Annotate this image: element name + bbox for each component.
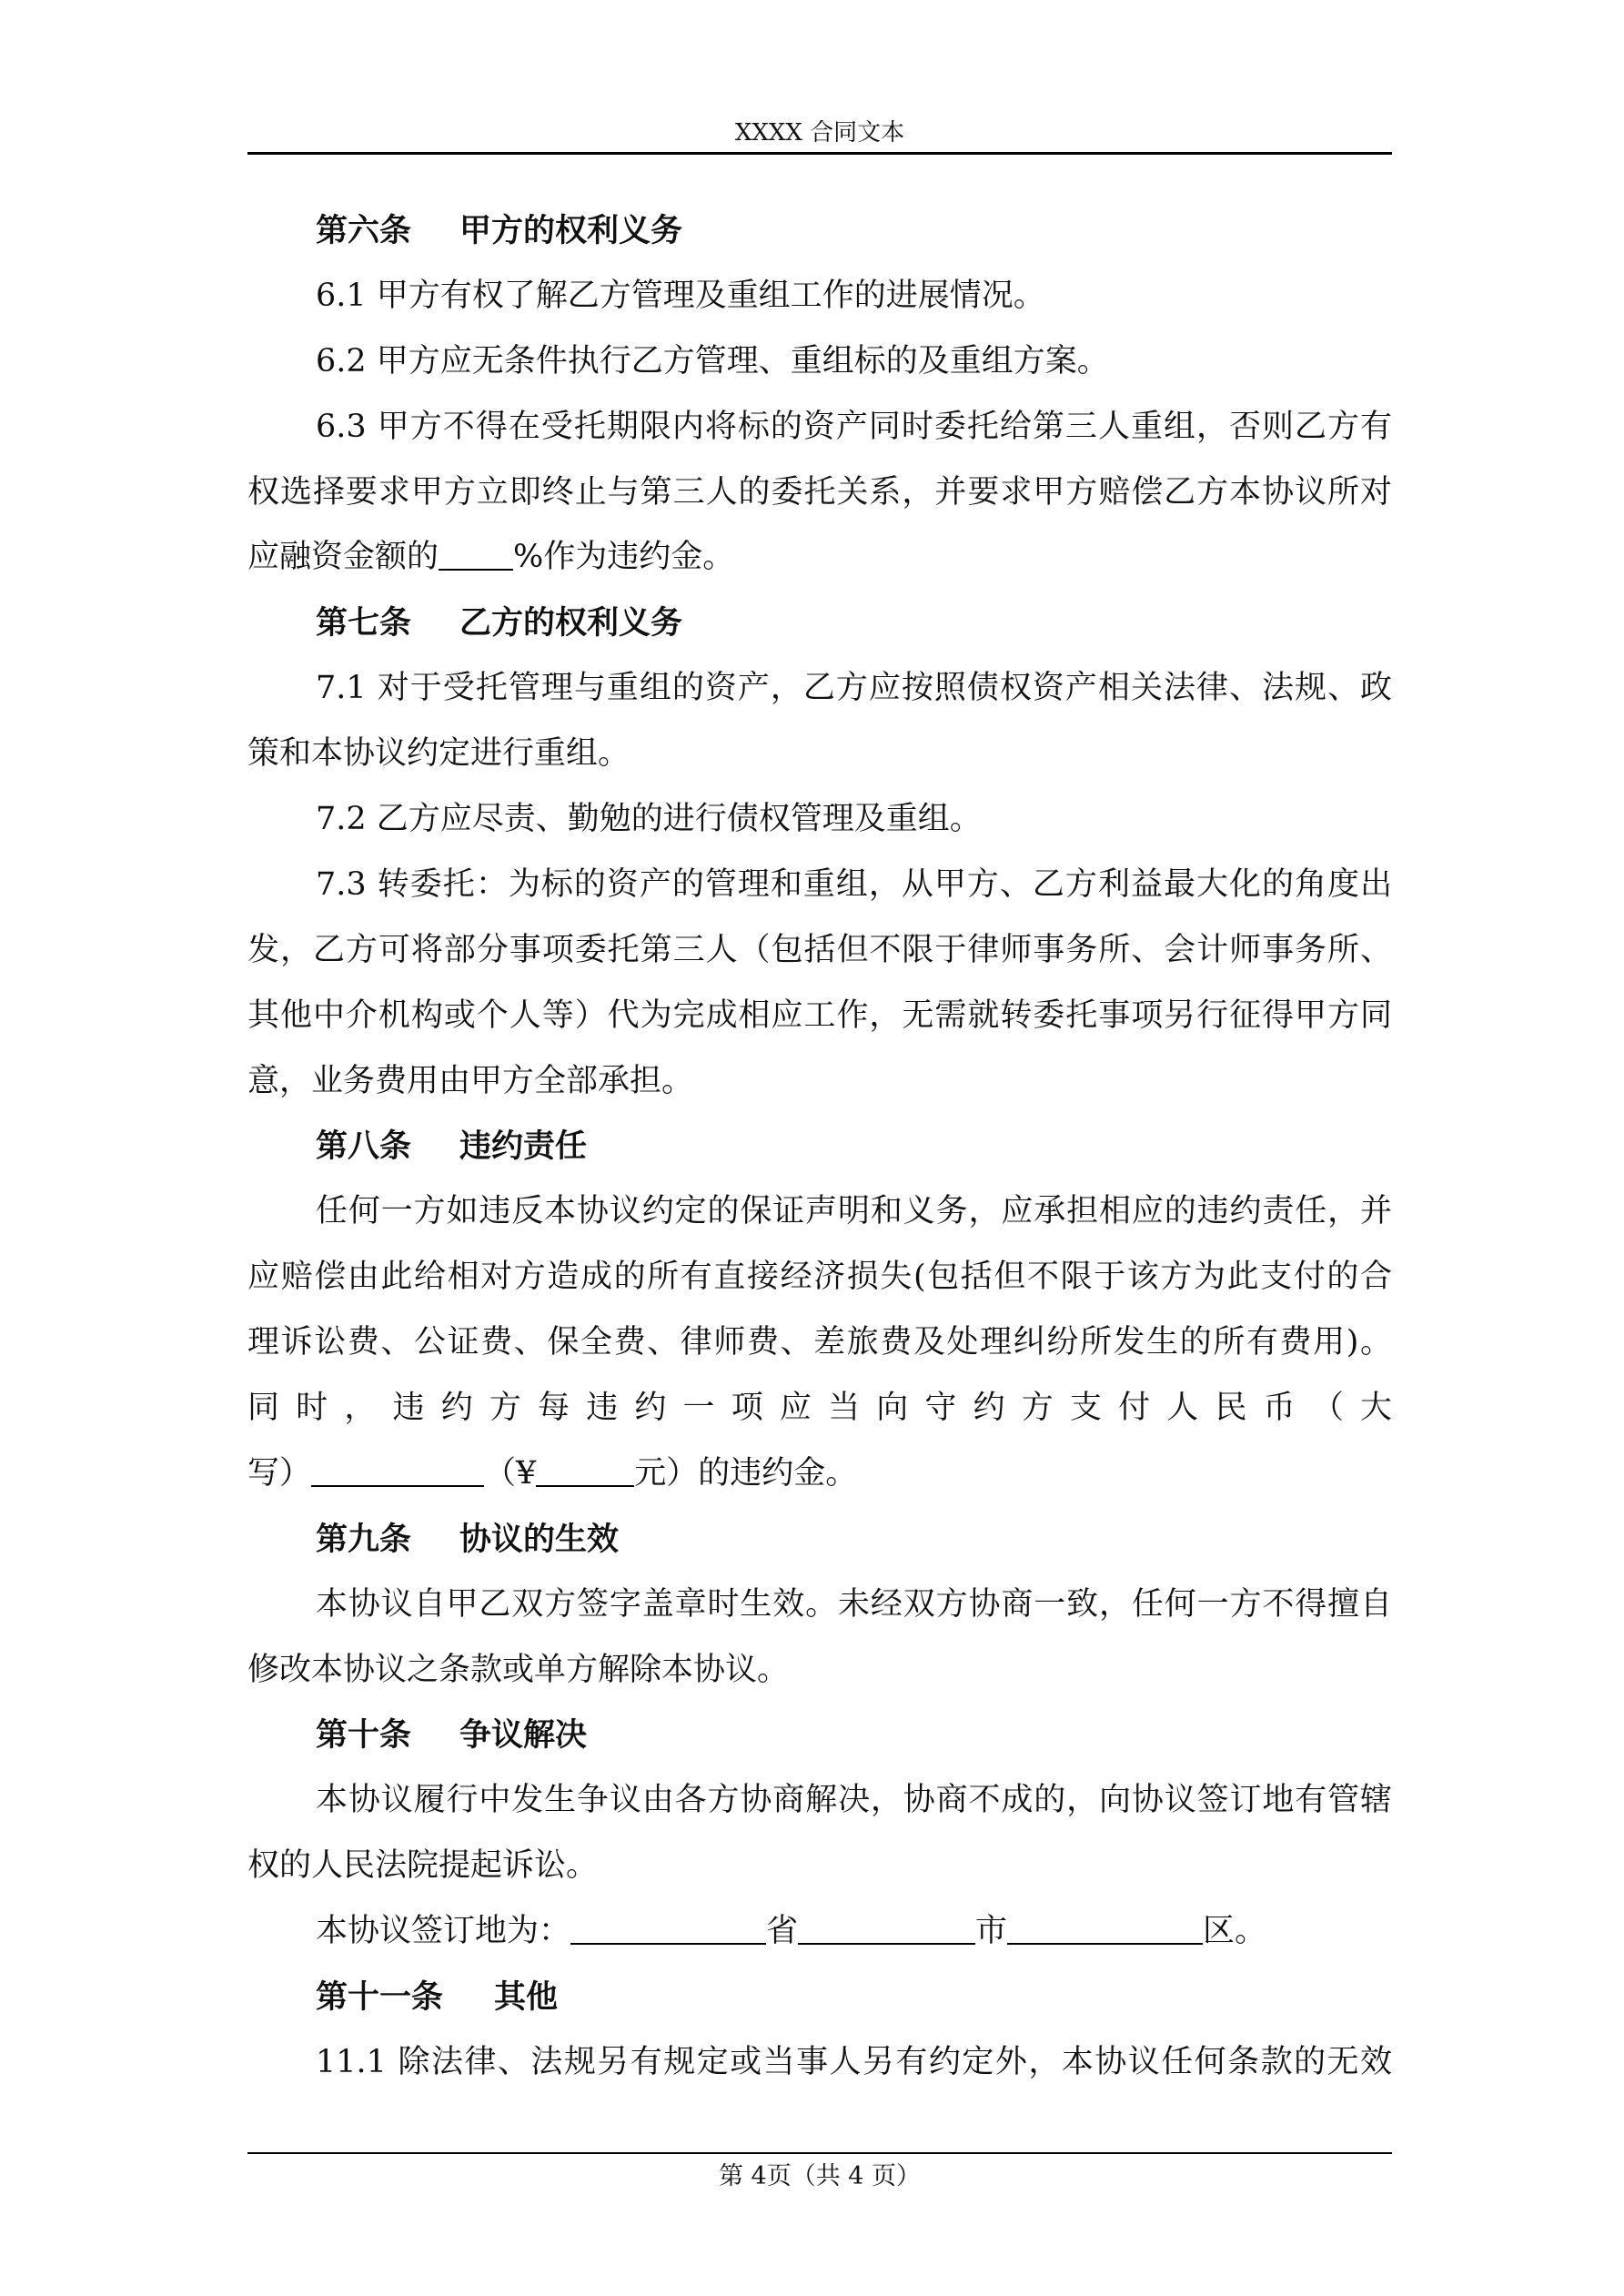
article-number: 第八条 [316, 1128, 412, 1166]
text-fragment: 写） [247, 1454, 312, 1492]
clause-7-2: 7.2 乙方应尽责、勤勉的进行债权管理及重组。 [316, 801, 982, 838]
city-label: 市 [975, 1913, 1008, 1950]
signing-place-line [247, 1899, 1392, 1965]
article-11-heading [247, 1965, 1392, 2030]
blank-amount-words[interactable] [311, 1458, 484, 1487]
footer-divider [247, 2152, 1392, 2154]
article-10-heading [247, 1703, 1392, 1768]
article-title: 违约责任 [459, 1128, 588, 1166]
article-8-line-1: 任何一方如违反本协议约定的保证声明和义务，应承担相应的违约责任，并 [316, 1193, 1392, 1230]
clause-7-1-line-2: 策和本协议约定进行重组。 [247, 735, 630, 773]
clause-7-3-line-3: 其他中介机构或个人等）代为完成相应工作，无需就转委托事项另行征得甲方同 [247, 996, 1392, 1034]
blank-amount-number[interactable] [536, 1458, 634, 1487]
article-8-line-3: 理诉讼费、公证费、保全费、律师费、差旅费及处理纠纷所发生的所有费用)。 [247, 1324, 1392, 1361]
article-10-line-1: 本协议履行中发生争议由各方协商解决，协商不成的，向协议签订地有管辖 [316, 1782, 1392, 1819]
text-fragment: 元）的违约金。 [634, 1454, 858, 1492]
article-title: 乙方的权利义务 [459, 604, 683, 642]
clause-6-2: 6.2 甲方应无条件执行乙方管理、重组标的及重组方案。 [316, 342, 1109, 379]
article-8-line-2: 应赔偿由此给相对方造成的所有直接经济损失(包括但不限于该方为此支付的合 [247, 1259, 1392, 1296]
article-number: 第七条 [316, 604, 412, 642]
article-7-heading [247, 591, 1392, 656]
page-number: 第 4页（共 4 页） [718, 2162, 922, 2190]
document-body [247, 198, 1392, 2096]
clause-6-3-line-1: 6.3 甲方不得在受托期限内将标的资产同时委托给第三人重组，否则乙方有 [316, 408, 1392, 445]
clause-7-1-line-1: 7.1 对于受托管理与重组的资产，乙方应按照债权资产相关法律、法规、政 [316, 670, 1392, 707]
article-9-line-2: 修改本协议之条款或单方解除本协议。 [247, 1651, 790, 1688]
clause-7-3-line-2: 发，乙方可将部分事项委托第三人（包括但不限于律师事务所、会计师事务所、 [247, 931, 1392, 968]
article-9-line-1: 本协议自甲乙双方签字盖章时生效。未经双方协商一致，任何一方不得擅自 [316, 1585, 1392, 1623]
article-title: 其他 [494, 1978, 559, 2017]
article-number: 第九条 [316, 1520, 412, 1558]
header-divider [247, 152, 1392, 155]
article-title: 甲方的权利义务 [459, 212, 683, 249]
article-8-heading [247, 1114, 1392, 1179]
province-label: 省 [766, 1913, 799, 1950]
page-header: XXXX 合同文本 [734, 119, 905, 147]
article-6-heading [247, 198, 1392, 264]
article-number: 第十一条 [316, 1978, 444, 2017]
text-fragment: 应融资金额的 [247, 539, 439, 576]
blank-percentage[interactable] [439, 541, 513, 571]
article-title: 争议解决 [459, 1716, 588, 1755]
clause-6-3-line-3 [247, 525, 1392, 591]
blank-district[interactable] [1007, 1916, 1203, 1945]
clause-6-1: 6.1 甲方有权了解乙方管理及重组工作的进展情况。 [316, 277, 1045, 314]
article-title: 协议的生效 [459, 1520, 620, 1558]
district-label: 区。 [1203, 1913, 1267, 1950]
clause-11-1-line-1: 11.1 除法律、法规另有规定或当事人另有约定外，本协议任何条款的无效 [316, 2043, 1392, 2080]
clause-7-3-line-1: 7.3 转委托：为标的资产的管理和重组，从甲方、乙方利益最大化的角度出 [316, 865, 1392, 903]
blank-province[interactable] [570, 1916, 766, 1945]
clause-7-3-line-4: 意，业务费用由甲方全部承担。 [247, 1062, 694, 1099]
article-number: 第六条 [316, 212, 412, 249]
article-8-line-4: 同时，违约方每违约一项应当向守约方支付人民币（大 [247, 1390, 1392, 1427]
text-fragment: （¥ [484, 1454, 537, 1492]
blank-city[interactable] [798, 1916, 975, 1945]
article-number: 第十条 [316, 1716, 412, 1755]
signing-place-label: 本协议签订地为： [316, 1913, 571, 1950]
article-8-line-5 [247, 1441, 1392, 1507]
article-10-line-2: 权的人民法院提起诉讼。 [247, 1847, 599, 1885]
article-9-heading [247, 1507, 1392, 1573]
clause-6-3-line-2: 权选择要求甲方立即终止与第三人的委托关系，并要求甲方赔偿乙方本协议所对 [247, 473, 1392, 511]
text-fragment: %作为违约金。 [513, 539, 735, 576]
